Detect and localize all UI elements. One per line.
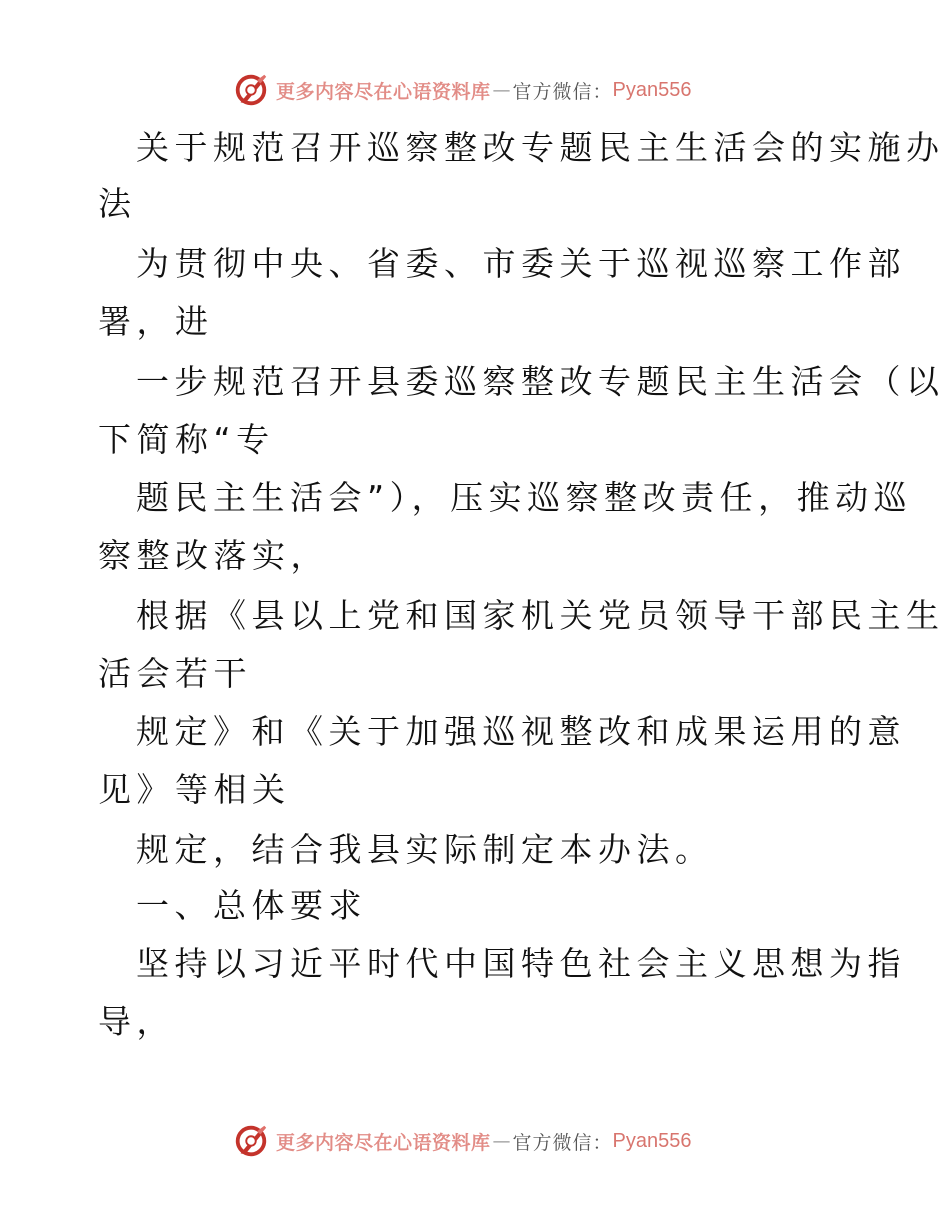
body-line: 规定》和《关于加强巡视整改和成果运用的意 bbox=[136, 712, 906, 751]
body-line: 察整改落实， bbox=[98, 536, 329, 575]
body-line: 题民主生活会”），压实巡察整改责任，推动巡 bbox=[136, 478, 913, 517]
header-watermark bbox=[232, 70, 692, 110]
body-line: 根据《县以上党和国家机关党员领导干部民主生 bbox=[136, 596, 945, 635]
quill-logo-icon bbox=[232, 1122, 270, 1160]
body-line: 下简称“专 bbox=[98, 420, 275, 459]
body-line: 法 bbox=[98, 184, 137, 223]
footer-banner-dash: — bbox=[492, 1130, 511, 1152]
header-banner-dash: — bbox=[492, 79, 511, 101]
footer-wechat-id: Pyan556 bbox=[612, 1129, 692, 1152]
section-heading: 一、总体要求 bbox=[136, 886, 367, 925]
footer-banner-text: 更多内容尽在心语资料库 bbox=[276, 1131, 491, 1154]
body-line-title: 关于规范召开巡察整改专题民主生活会的实施办 bbox=[136, 128, 945, 167]
body-line: 一步规范召开县委巡察整改专题民主生活会（以 bbox=[136, 362, 945, 401]
footer-wechat-label: 官方微信： bbox=[512, 1131, 613, 1154]
header-banner-text: 更多内容尽在心语资料库 bbox=[276, 80, 491, 103]
body-line: 活会若干 bbox=[98, 654, 252, 693]
body-line: 为贯彻中央、省委、市委关于巡视巡察工作部 bbox=[136, 244, 906, 283]
body-line: 署，进 bbox=[98, 302, 214, 341]
footer-watermark bbox=[232, 1121, 692, 1161]
quill-logo-icon bbox=[232, 71, 270, 109]
body-line: 规定，结合我县实际制定本办法。 bbox=[136, 830, 714, 869]
header-wechat-id: Pyan556 bbox=[612, 78, 692, 101]
body-line: 坚持以习近平时代中国特色社会主义思想为指 bbox=[136, 944, 906, 983]
header-wechat-label: 官方微信： bbox=[512, 80, 613, 103]
body-line: 导， bbox=[98, 1002, 175, 1041]
body-line: 见》等相关 bbox=[98, 770, 291, 809]
